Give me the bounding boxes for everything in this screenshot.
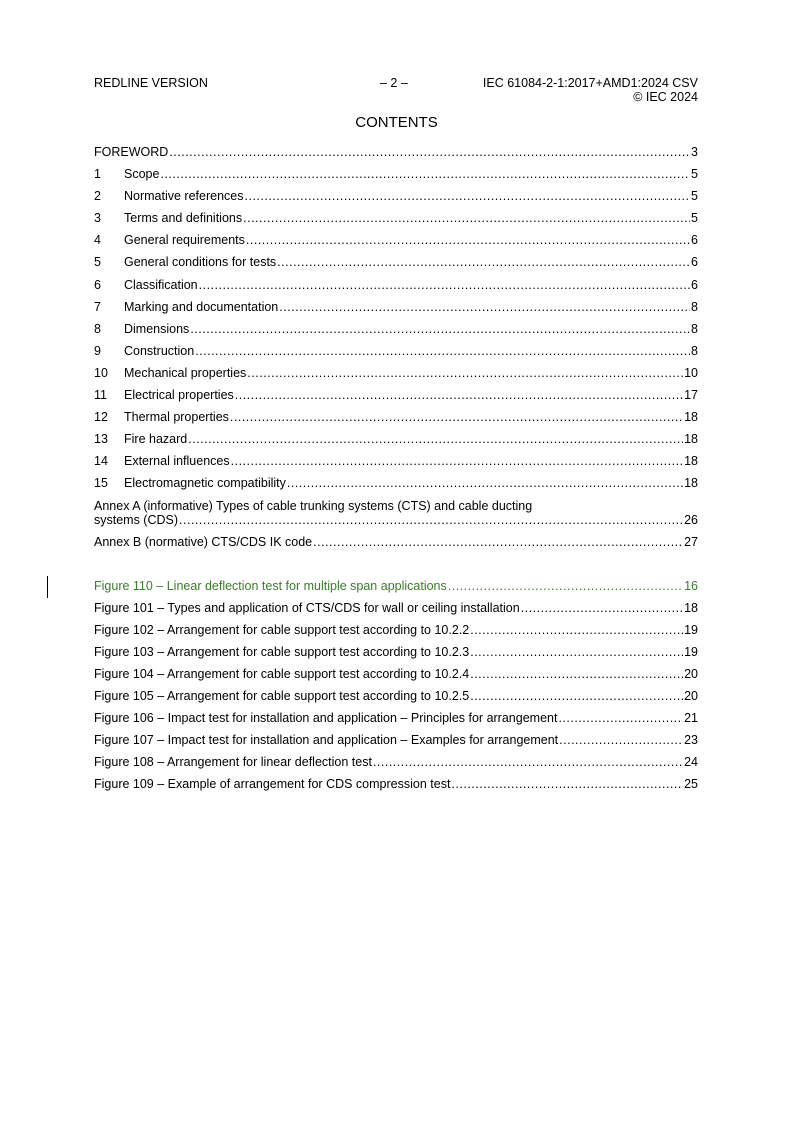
header-page-number: – 2 – <box>380 76 408 90</box>
toc-leader-dots <box>195 344 690 358</box>
toc-entry-figure[interactable] <box>94 667 698 689</box>
toc-page: 23 <box>684 733 698 748</box>
toc-label: Electromagnetic compatibility <box>124 476 286 491</box>
toc-label: Figure 103 – Arrangement for cable support test according to 10.2.3 <box>94 644 470 659</box>
toc-number: 2 <box>94 189 101 204</box>
toc-page: 25 <box>684 777 698 792</box>
toc-leader-dots <box>243 211 690 225</box>
toc-page: 16 <box>684 578 698 593</box>
toc-page: 17 <box>684 388 698 403</box>
toc-entry-clause[interactable] <box>94 278 698 300</box>
toc-entry-clause[interactable] <box>94 410 698 432</box>
toc-leader-dots <box>521 601 683 615</box>
toc-leader-dots <box>470 689 683 703</box>
header-doc-type: REDLINE VERSION <box>94 76 208 90</box>
toc-entry-figure[interactable] <box>94 601 698 623</box>
toc-page: 26 <box>684 512 698 527</box>
toc-entry-figure[interactable] <box>94 755 698 777</box>
toc-entry-clause[interactable] <box>94 432 698 454</box>
toc-page: 10 <box>684 365 698 380</box>
toc-leader-dots <box>279 300 690 314</box>
toc-entry-clause[interactable] <box>94 211 698 233</box>
toc-number: 1 <box>94 167 101 182</box>
toc-leader-dots <box>246 233 690 247</box>
toc-page: 18 <box>684 476 698 491</box>
toc-entry-figure[interactable] <box>94 645 698 667</box>
toc-entry-foreword[interactable] <box>94 145 698 167</box>
toc-page: 20 <box>684 666 698 681</box>
toc-label: Dimensions <box>124 321 190 336</box>
toc-number: 11 <box>94 388 107 403</box>
toc-entry-figure[interactable] <box>94 777 698 799</box>
toc-page: 3 <box>691 145 698 159</box>
toc-label: Electrical properties <box>124 388 234 403</box>
toc-label: Figure 105 – Arrangement for cable support test according to 10.2.5 <box>94 689 470 704</box>
toc-entry-figure[interactable] <box>94 689 698 711</box>
toc-leader-dots <box>470 645 683 659</box>
toc-leader-dots <box>373 755 683 769</box>
toc-label: Annex B (normative) CTS/CDS IK code <box>94 534 313 549</box>
toc-page: 6 <box>691 277 698 292</box>
toc-number: 5 <box>94 255 101 270</box>
toc-page: 8 <box>691 321 698 336</box>
toc-entry-clause[interactable] <box>94 454 698 476</box>
toc-label: Classification <box>124 277 198 292</box>
toc-page: 21 <box>684 711 698 726</box>
toc-label: Thermal properties <box>124 410 229 425</box>
toc-page: 20 <box>684 689 698 704</box>
toc-number: 12 <box>94 410 108 425</box>
toc-label: Figure 110 – Linear deflection test for multiple span applications <box>94 578 447 593</box>
toc-page: 24 <box>684 755 698 770</box>
toc-entry-clause[interactable] <box>94 167 698 189</box>
toc-leader-dots <box>230 410 683 424</box>
toc-page: 6 <box>691 233 698 248</box>
toc-entry-clause[interactable] <box>94 322 698 344</box>
header-copyright: © IEC 2024 <box>633 90 698 104</box>
toc-number: 14 <box>94 454 108 469</box>
toc-entry-clause[interactable] <box>94 300 698 322</box>
page-title: CONTENTS <box>355 114 438 131</box>
toc-entry-clause[interactable] <box>94 189 698 211</box>
toc-number: 6 <box>94 277 101 292</box>
toc-entry-clause[interactable] <box>94 388 698 410</box>
toc-leader-dots <box>231 454 683 468</box>
toc-entry-clause[interactable] <box>94 255 698 277</box>
section-spacer <box>94 557 698 579</box>
toc-label: Fire hazard <box>124 432 188 447</box>
toc-page: 18 <box>684 454 698 469</box>
toc-entry-figure[interactable] <box>94 733 698 755</box>
toc-number: 8 <box>94 321 101 336</box>
toc-number: 7 <box>94 299 101 314</box>
toc-page: 19 <box>684 644 698 659</box>
toc-leader-dots <box>190 322 690 336</box>
toc-entry-clause[interactable] <box>94 233 698 255</box>
toc-number: 13 <box>94 432 108 447</box>
revision-change-bar <box>47 576 48 598</box>
toc-leader-dots <box>160 167 690 181</box>
toc-number: 4 <box>94 233 101 248</box>
toc-label: External influences <box>124 454 230 469</box>
toc-leader-dots <box>235 388 683 402</box>
toc-leader-dots <box>169 145 690 159</box>
toc-label: FOREWORD <box>94 145 169 159</box>
toc-leader-dots <box>277 255 690 269</box>
toc-label: General conditions for tests <box>124 255 277 270</box>
toc-leader-dots <box>558 711 683 725</box>
toc-label: Annex A (informative) Types of cable trunking systems (CTS) and cable ducting <box>94 498 533 513</box>
toc-leader-dots <box>559 733 683 747</box>
toc-label: Figure 109 – Example of arrangement for CDS compression test <box>94 777 451 792</box>
toc-label: Figure 106 – Impact test for installation and application – Principles for arrangement <box>94 711 558 726</box>
toc-page: 18 <box>684 432 698 447</box>
toc-page: 5 <box>691 167 698 182</box>
toc-number: 3 <box>94 211 101 226</box>
toc-label: Scope <box>124 167 160 182</box>
toc-page: 5 <box>691 211 698 226</box>
toc-entry-clause[interactable] <box>94 366 698 388</box>
toc-entry-annex-a[interactable] <box>94 499 698 535</box>
toc-page: 8 <box>691 299 698 314</box>
toc-leader-dots <box>470 667 683 681</box>
toc-number: 9 <box>94 343 101 358</box>
toc-page: 6 <box>691 255 698 270</box>
toc-label-continuation: systems (CDS) <box>94 512 179 527</box>
toc-leader-dots <box>179 513 683 527</box>
toc-entry-figure-inserted[interactable] <box>94 579 698 601</box>
toc-leader-dots <box>451 777 683 791</box>
toc-label: Construction <box>124 343 195 358</box>
toc-label: Normative references <box>124 189 244 204</box>
toc-page: 8 <box>691 343 698 358</box>
toc-entry-figure[interactable] <box>94 623 698 645</box>
toc-leader-dots <box>287 476 683 490</box>
table-of-contents <box>94 145 698 800</box>
toc-leader-dots <box>313 535 683 549</box>
toc-page: 27 <box>684 534 698 549</box>
toc-label: Mechanical properties <box>124 365 247 380</box>
header-standard-code: IEC 61084-2-1:2017+AMD1:2024 CSV <box>482 76 698 90</box>
toc-entry-clause[interactable] <box>94 344 698 366</box>
toc-page: 5 <box>691 189 698 204</box>
toc-entry-clause[interactable] <box>94 476 698 498</box>
toc-leader-dots <box>470 623 683 637</box>
toc-number: 10 <box>94 365 108 380</box>
toc-label: Figure 104 – Arrangement for cable support test according to 10.2.4 <box>94 666 470 681</box>
toc-leader-dots <box>247 366 683 380</box>
toc-entry-figure[interactable] <box>94 711 698 733</box>
toc-page: 18 <box>684 600 698 615</box>
toc-entry-annex-b[interactable] <box>94 535 698 557</box>
toc-label: Figure 107 – Impact test for installation and application – Examples for arrangement <box>94 733 559 748</box>
toc-page: 18 <box>684 410 698 425</box>
toc-leader-dots <box>199 278 690 292</box>
toc-leader-dots <box>448 579 683 593</box>
toc-page: 19 <box>684 622 698 637</box>
toc-label: Terms and definitions <box>124 211 243 226</box>
toc-label: Figure 108 – Arrangement for linear deflection test <box>94 755 372 770</box>
toc-label: General requirements <box>124 233 245 248</box>
toc-label: Figure 102 – Arrangement for cable support test according to 10.2.2 <box>94 622 470 637</box>
toc-label: Marking and documentation <box>124 299 279 314</box>
toc-leader-dots <box>245 189 691 203</box>
header-standard-id <box>483 76 698 104</box>
toc-label: Figure 101 – Types and application of CTS/CDS for wall or ceiling installation <box>94 600 520 615</box>
toc-leader-dots <box>188 432 683 446</box>
toc-number: 15 <box>94 476 108 491</box>
